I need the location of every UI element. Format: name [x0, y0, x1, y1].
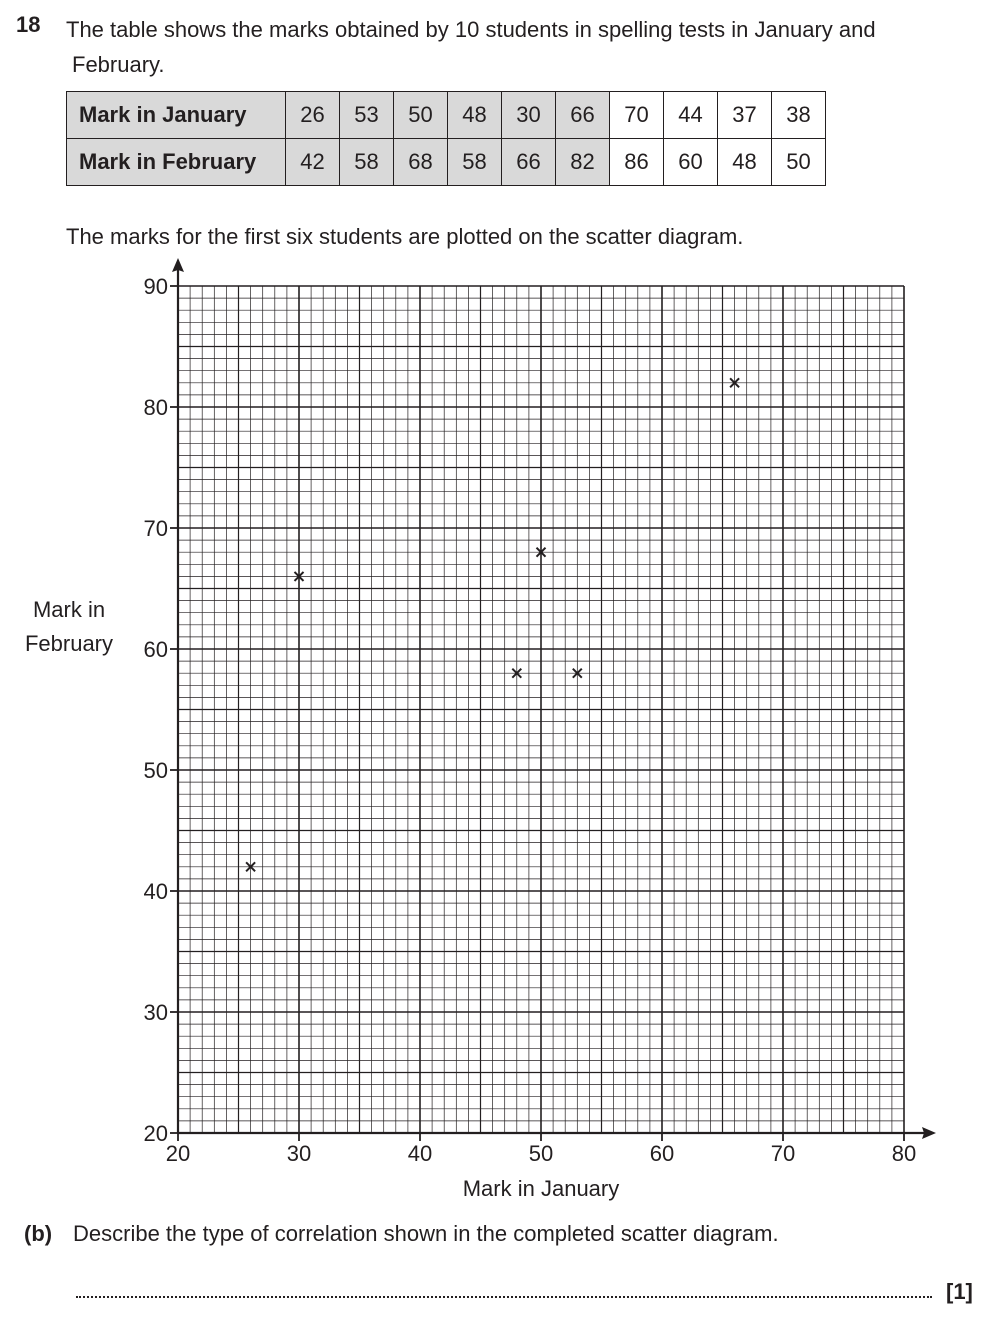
row-label-february: Mark in February — [67, 139, 286, 186]
y-tick-label: 30 — [143, 1000, 168, 1025]
question-text — [66, 12, 966, 82]
y-axis-title-line2: February — [24, 631, 114, 656]
y-tick-label: 40 — [143, 879, 168, 904]
scatter-intro-text: The marks for the first six students are plotted on the scatter diagram. — [66, 224, 744, 249]
feb-cell: 60 — [664, 139, 718, 186]
jan-cell: 70 — [610, 92, 664, 139]
feb-cell: 48 — [718, 139, 772, 186]
feb-cell: 68 — [394, 139, 448, 186]
jan-cell: 53 — [340, 92, 394, 139]
question-text-line1: The table shows the marks obtained by 10 students in spelling tests in January and — [66, 17, 876, 42]
part-b-question: Describe the type of correlation shown in the completed scatter diagram. — [73, 1221, 779, 1246]
x-tick-label: 20 — [165, 1141, 191, 1166]
feb-cell: 86 — [610, 139, 664, 186]
mark-allocation: [1] — [946, 1279, 973, 1304]
jan-cell: 37 — [718, 92, 772, 139]
part-b-label: (b) — [24, 1221, 53, 1246]
y-tick-label: 80 — [143, 395, 168, 420]
february-row — [67, 139, 826, 186]
answer-line[interactable] — [76, 1296, 932, 1298]
january-row — [67, 92, 826, 139]
x-tick-label: 40 — [407, 1141, 433, 1166]
x-tick-label: 60 — [649, 1141, 675, 1166]
y-tick-label: 90 — [143, 274, 168, 299]
marks-table — [66, 91, 826, 186]
jan-cell: 66 — [556, 92, 610, 139]
x-tick-label: 50 — [528, 1141, 554, 1166]
jan-cell: 26 — [286, 92, 340, 139]
y-tick-label: 20 — [143, 1121, 168, 1146]
feb-cell: 50 — [772, 139, 826, 186]
question-text-line2: February. — [72, 52, 165, 77]
x-axis-title: Mark in January — [462, 1176, 620, 1201]
row-label-january: Mark in January — [67, 92, 286, 139]
scatter-diagram — [0, 250, 1000, 1210]
feb-cell: 58 — [340, 139, 394, 186]
question-number: 18 — [16, 12, 41, 37]
feb-cell: 66 — [502, 139, 556, 186]
x-tick-label: 30 — [286, 1141, 312, 1166]
y-axis-arrow — [172, 258, 184, 272]
feb-cell: 42 — [286, 139, 340, 186]
jan-cell: 30 — [502, 92, 556, 139]
jan-cell: 50 — [394, 92, 448, 139]
x-tick-label: 70 — [770, 1141, 796, 1166]
x-axis-arrow — [922, 1127, 936, 1139]
jan-cell: 48 — [448, 92, 502, 139]
jan-cell: 38 — [772, 92, 826, 139]
feb-cell: 82 — [556, 139, 610, 186]
jan-cell: 44 — [664, 92, 718, 139]
feb-cell: 58 — [448, 139, 502, 186]
y-tick-label: 60 — [143, 637, 168, 662]
x-tick-label: 80 — [891, 1141, 917, 1166]
y-tick-label: 70 — [143, 516, 168, 541]
y-axis-title-line1: Mark in — [32, 597, 106, 622]
y-tick-label: 50 — [143, 758, 168, 783]
